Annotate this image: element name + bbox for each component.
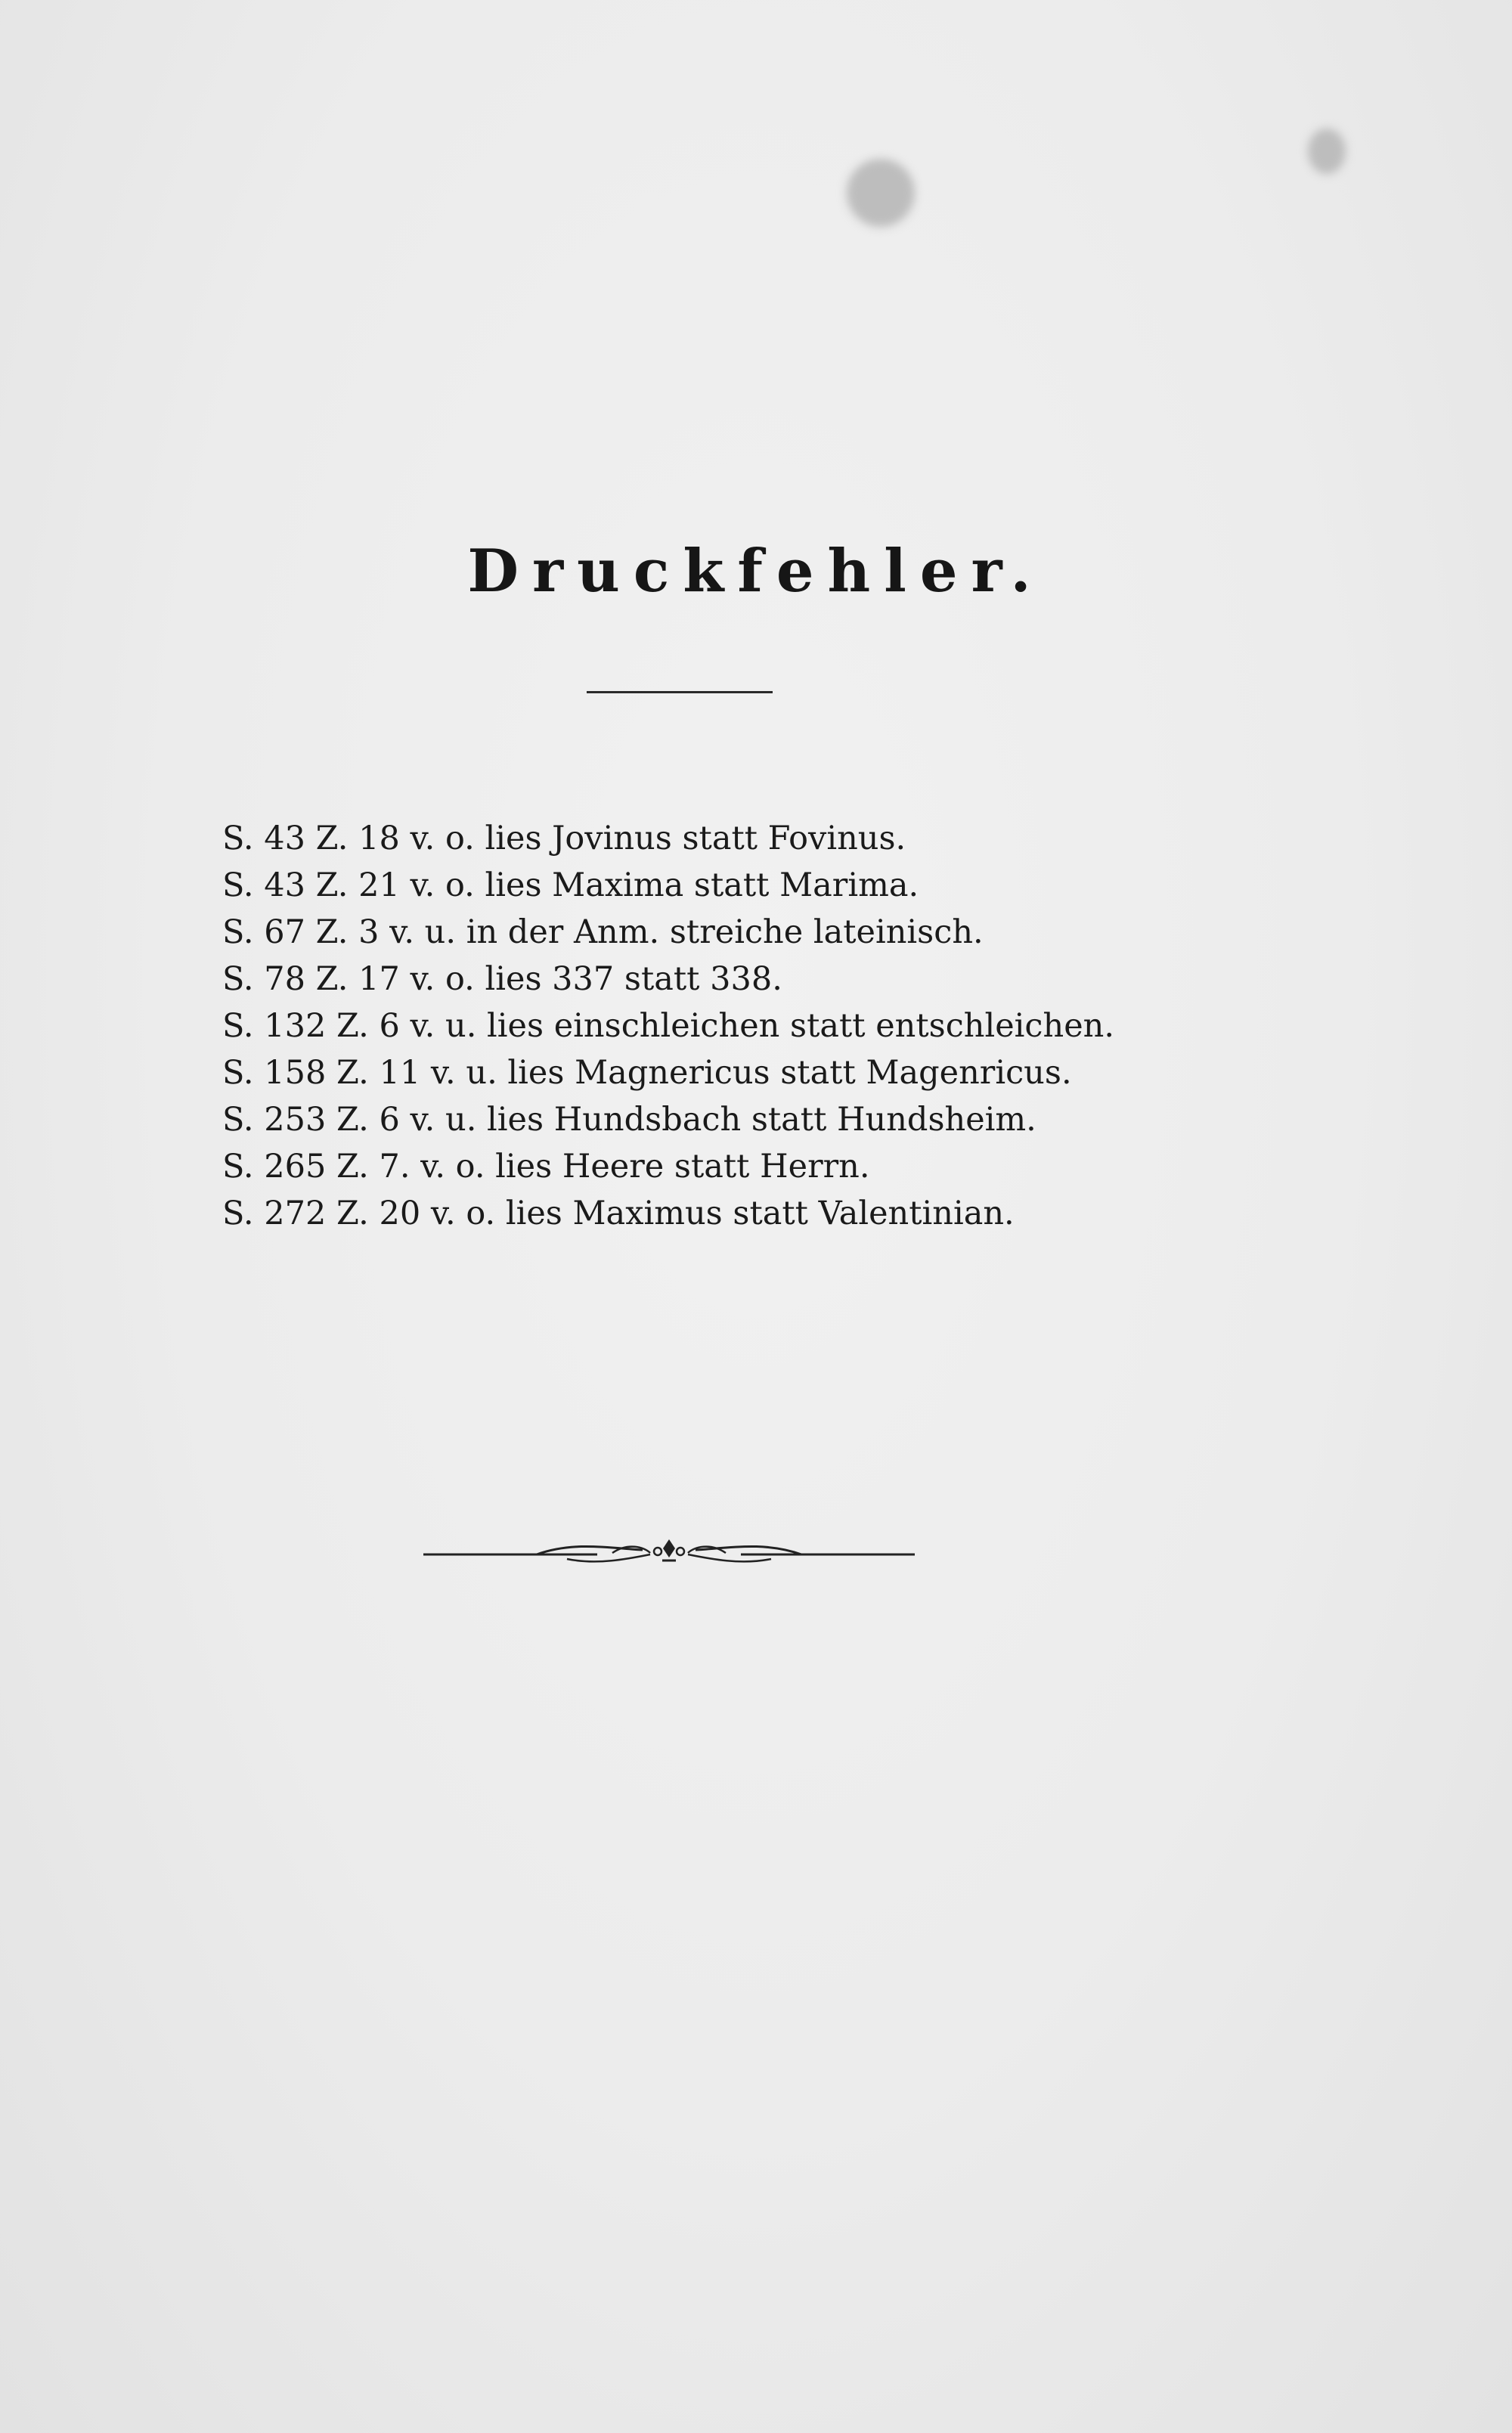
errata-item: S. 253 Z. 6 v. u. lies Hundsbach statt Hundsheim. — [222, 1101, 1036, 1139]
errata-item: S. 272 Z. 20 v. o. lies Maximus statt Valentinian. — [222, 1195, 1015, 1232]
page-title: Druckfehler. — [467, 537, 1045, 606]
errata-item: S. 158 Z. 11 v. u. lies Magnericus statt Magenricus. — [222, 1054, 1072, 1092]
errata-item: S. 43 Z. 21 v. o. lies Maxima statt Marima. — [222, 866, 919, 904]
ornament-divider — [423, 1526, 915, 1579]
errata-item: S. 265 Z. 7. v. o. lies Heere statt Herrn. — [222, 1148, 870, 1186]
errata-item: S. 43 Z. 18 v. o. lies Jovinus statt Fovinus. — [222, 820, 906, 857]
errata-item: S. 67 Z. 3 v. u. in der Anm. streiche lateinisch. — [222, 913, 984, 951]
paper-stain — [847, 159, 915, 227]
title-divider — [587, 691, 773, 693]
errata-item: S. 78 Z. 17 v. o. lies 337 statt 338. — [222, 960, 782, 998]
errata-list — [222, 815, 1114, 1237]
errata-item: S. 132 Z. 6 v. u. lies einschleichen statt entschleichen. — [222, 1007, 1115, 1045]
paper-stain — [1308, 129, 1346, 174]
